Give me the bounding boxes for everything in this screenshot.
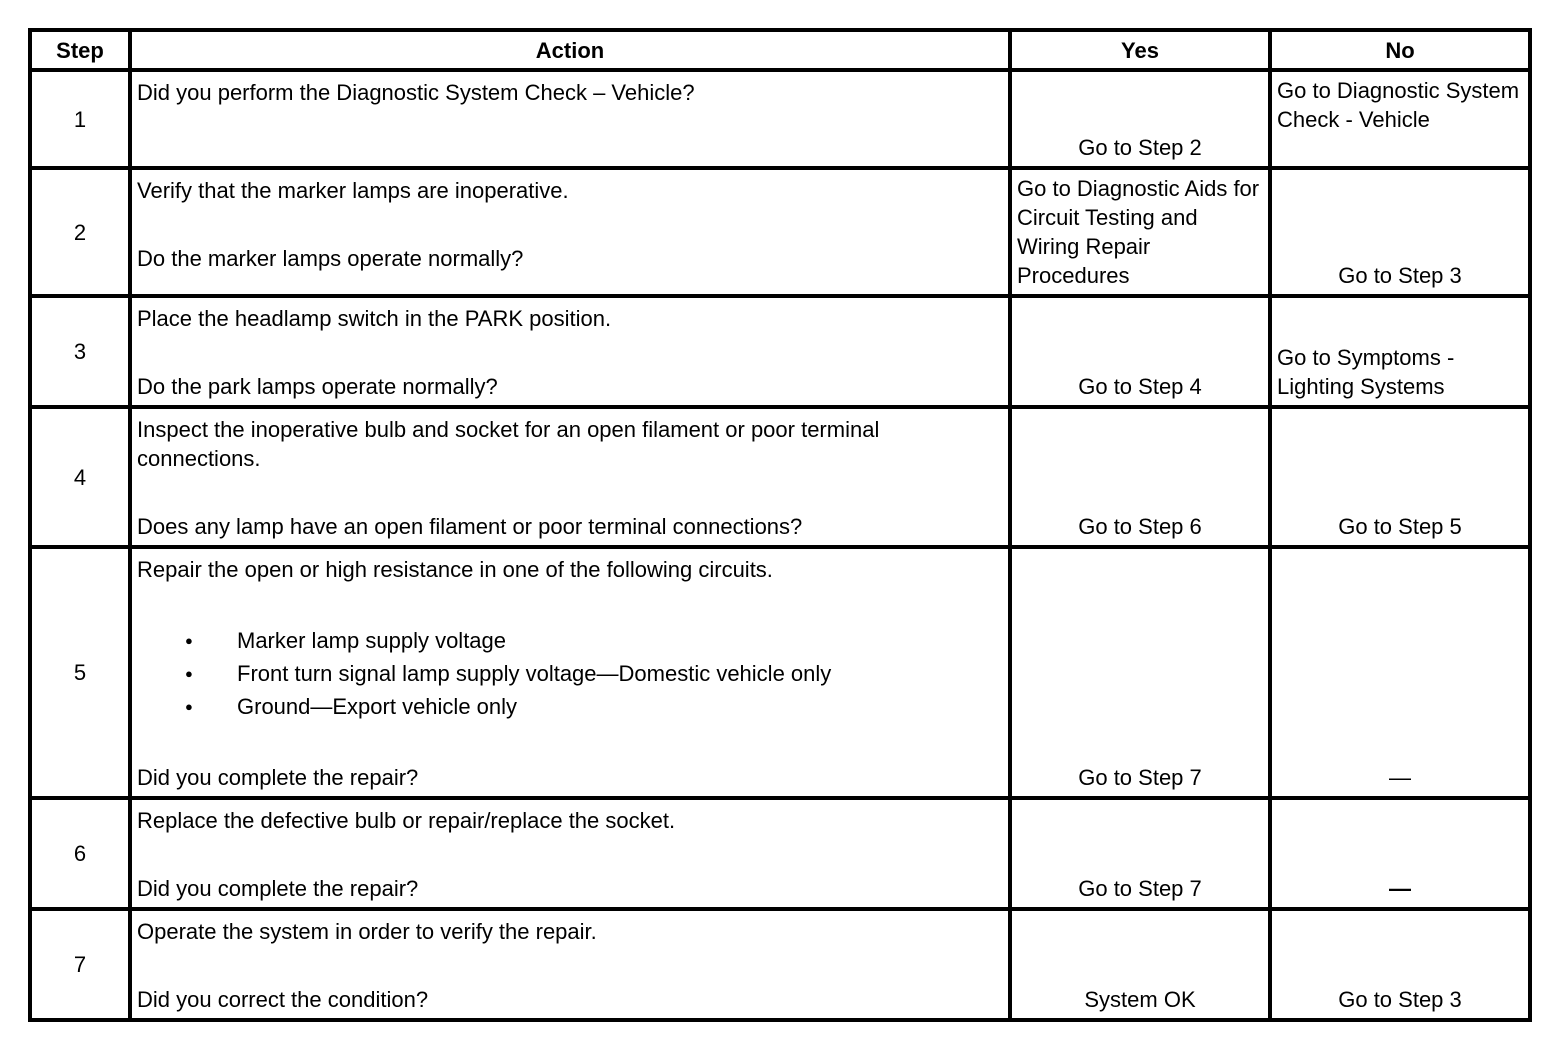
- header-yes: Yes: [1010, 30, 1270, 70]
- action-intro: Verify that the marker lamps are inoperative.: [137, 178, 569, 203]
- step-number: 5: [30, 547, 130, 798]
- no-cell: [1270, 798, 1530, 909]
- yes-cell: [1010, 407, 1270, 547]
- action-question: Do the marker lamps operate normally?: [137, 246, 524, 271]
- yes-link[interactable]: Go to Step 2: [1078, 135, 1202, 160]
- table-row: [30, 909, 1530, 1020]
- no-link[interactable]: Go to Diagnostic System Check - Vehicle: [1277, 78, 1520, 132]
- action-question: Did you complete the repair?: [137, 765, 419, 790]
- no-dash: —: [1389, 765, 1411, 790]
- header-action: Action: [130, 30, 1010, 70]
- no-dash: —: [1389, 876, 1411, 901]
- action-question: Does any lamp have an open filament or poor terminal connections?: [137, 514, 803, 539]
- action-intro: Repair the open or high resistance in one of the following circuits.: [137, 557, 773, 582]
- action-cell: [130, 909, 1010, 1020]
- no-cell: [1270, 296, 1530, 407]
- table-row: [30, 168, 1530, 296]
- step-number: 3: [30, 296, 130, 407]
- yes-link[interactable]: Go to Step 6: [1078, 514, 1202, 539]
- header-step: Step: [30, 30, 130, 70]
- table-row: [30, 407, 1530, 547]
- yes-link[interactable]: Go to Step 7: [1078, 765, 1202, 790]
- action-cell: [130, 547, 1010, 798]
- action-question: Did you complete the repair?: [137, 876, 419, 901]
- no-link[interactable]: Go to Step 5: [1338, 514, 1462, 539]
- list-item: ● Ground—Export vehicle only: [237, 690, 1004, 723]
- step-number: 7: [30, 909, 130, 1020]
- action-cell: [130, 168, 1010, 296]
- no-cell: [1270, 168, 1530, 296]
- no-cell: [1270, 909, 1530, 1020]
- table-row: [30, 70, 1530, 168]
- no-cell: [1270, 70, 1530, 168]
- yes-cell: [1010, 547, 1270, 798]
- yes-status: System OK: [1084, 987, 1196, 1012]
- no-link[interactable]: Go to Step 3: [1338, 987, 1462, 1012]
- no-link[interactable]: Go to Symptoms - Lighting Systems: [1277, 345, 1455, 399]
- no-link[interactable]: Go to Step 3: [1338, 263, 1462, 288]
- action-cell: [130, 296, 1010, 407]
- circuit-list: [137, 624, 1004, 723]
- yes-link[interactable]: Go to Diagnostic Aids for Circuit Testing and Wiring Repair Procedures: [1017, 176, 1260, 288]
- table-row: [30, 547, 1530, 798]
- list-item: ● Marker lamp supply voltage: [237, 624, 1004, 657]
- action-intro: Place the headlamp switch in the PARK position.: [137, 306, 612, 331]
- yes-link[interactable]: Go to Step 7: [1078, 876, 1202, 901]
- no-cell: [1270, 547, 1530, 798]
- yes-cell: [1010, 296, 1270, 407]
- yes-cell: [1010, 909, 1270, 1020]
- action-intro: Replace the defective bulb or repair/replace the socket.: [137, 808, 676, 833]
- action-cell: [130, 70, 1010, 168]
- yes-cell: [1010, 798, 1270, 909]
- step-number: 2: [30, 168, 130, 296]
- action-cell: [130, 798, 1010, 909]
- action-question: Do the park lamps operate normally?: [137, 374, 498, 399]
- step-number: 1: [30, 70, 130, 168]
- yes-cell: [1010, 168, 1270, 296]
- diagnostic-table: [28, 28, 1532, 1022]
- action-intro: Operate the system in order to verify the repair.: [137, 919, 597, 944]
- header-row: [30, 30, 1530, 70]
- step-number: 6: [30, 798, 130, 909]
- action-intro: Did you perform the Diagnostic System Check – Vehicle?: [137, 80, 695, 105]
- list-item: ● Front turn signal lamp supply voltage—Domestic vehicle only: [237, 657, 1004, 690]
- step-number: 4: [30, 407, 130, 547]
- table-row: [30, 296, 1530, 407]
- header-no: No: [1270, 30, 1530, 70]
- action-intro: Inspect the inoperative bulb and socket for an open filament or poor terminal connections.: [137, 417, 880, 471]
- no-cell: [1270, 407, 1530, 547]
- table-row: [30, 798, 1530, 909]
- action-question: Did you correct the condition?: [137, 987, 429, 1012]
- yes-link[interactable]: Go to Step 4: [1078, 374, 1202, 399]
- action-cell: [130, 407, 1010, 547]
- yes-cell: [1010, 70, 1270, 168]
